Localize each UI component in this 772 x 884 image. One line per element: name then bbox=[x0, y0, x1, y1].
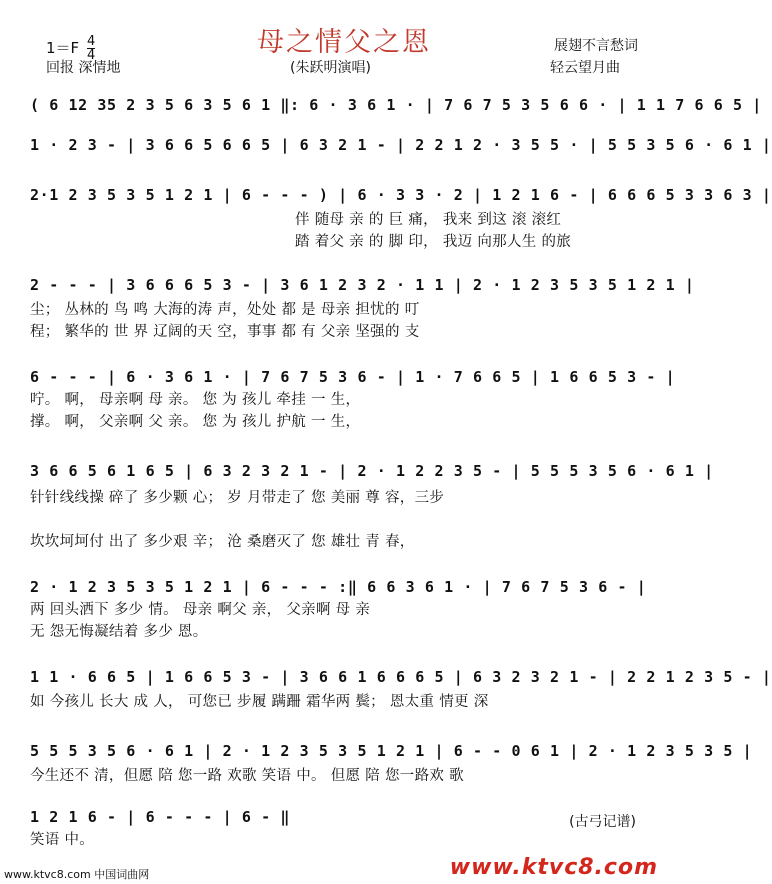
score-system-7 bbox=[30, 570, 655, 640]
key-label: 1＝F bbox=[46, 39, 80, 57]
notation-line: 1 · 2 3 - | 3 6 6 5 6 6 5 | 6 3 2 1 - | 2 2 1 2 · 3 5 5 · | 5 5 3 5 6 · 6 1 | bbox=[30, 136, 772, 154]
lyric-verse-1: 今生还不 清，但愿 陪 您一路 欢歌 笑语 中。 但愿 陪 您一路欢 歌 bbox=[30, 768, 464, 784]
footer-site-link[interactable]: www.ktvc8.com 中国词曲网 bbox=[4, 868, 150, 881]
notation-line: 5 5 5 3 5 6 · 6 1 | 2 · 1 2 3 5 3 5 1 2 1 | 6 - - 0 6 1 | 2 · 1 2 3 5 3 5 | bbox=[30, 742, 753, 760]
lyric-verse-1: 笑语 中。 bbox=[30, 832, 95, 848]
lyric-verse-1: 针针线线操 碎了 多少颗 心； 岁 月带走了 您 美丽 尊 容，三步 bbox=[30, 490, 445, 506]
score-system-10 bbox=[30, 800, 655, 848]
score-system-9 bbox=[30, 734, 753, 784]
transcriber-note: (古弓记谱) bbox=[569, 814, 636, 830]
lyric-verse-2: 无 怨无悔凝结着 多少 恩。 bbox=[30, 624, 208, 640]
score-system-6 bbox=[30, 454, 714, 550]
lyric-verse-1: 如 今孩儿 长大 成 人， 可您已 步履 蹒跚 霜华两 鬓； 恩太重 情更 深 bbox=[30, 694, 489, 710]
score-system-2 bbox=[30, 128, 772, 170]
notation-line: 2 - - - | 3 6 6 6 5 3 - | 3 6 1 2 3 2 · 1 1 | 2 · 1 2 3 5 3 5 1 2 1 | bbox=[30, 276, 695, 294]
notation-line: 3 6 6 5 6 1 6 5 | 6 3 2 3 2 1 - | 2 · 1 2 2 3 5 - | 5 5 5 3 5 6 · 6 1 | bbox=[30, 462, 714, 480]
lyric-verse-2: 撑。 啊， 父亲啊 父 亲。 您 为 孩儿 护航 一 生， bbox=[30, 414, 361, 430]
lyric-verse-2: 踏 着父 亲 的 脚 印， 我迈 向那人生 的旅 bbox=[295, 234, 572, 250]
score-system-4 bbox=[30, 268, 695, 340]
lyric-verse-1: 尘； 丛林的 鸟 鸣 大海的涛 声，处处 都 是 母亲 担忧的 叮 bbox=[30, 302, 420, 318]
score-system-1 bbox=[30, 88, 762, 130]
lyric-verse-2: 坎坎坷坷付 出了 多少艰 辛； 沧 桑磨灭了 您 雄壮 青 春， bbox=[30, 534, 415, 550]
score-system-3 bbox=[30, 178, 772, 250]
time-sig-top: 4 bbox=[86, 34, 96, 49]
song-title: 母之情父之恩 bbox=[257, 27, 431, 58]
notation-line: 1 1 · 6 6 5 | 1 6 6 5 3 - | 3 6 6 1 6 6 6 5 | 6 3 2 3 2 1 - | 2 2 1 2 3 5 - | bbox=[30, 668, 772, 686]
singer-credit: (朱跃明演唱) bbox=[290, 60, 371, 76]
time-sig-bottom: 4 bbox=[86, 48, 96, 63]
notation-line: 6 - - - | 6 · 3 6 1 · | 7 6 7 5 3 6 - | 1 · 7 6 6 5 | 1 6 6 5 3 - | bbox=[30, 368, 676, 386]
footer-watermark-link[interactable]: www.ktvc8.com bbox=[449, 855, 658, 880]
lyric-verse-1: 两 回头洒下 多少 情。 母亲 啊父 亲， 父亲啊 母 亲 bbox=[30, 602, 371, 618]
performance-direction: 回报 深情地 bbox=[46, 60, 121, 76]
notation-line: 1 2 1 6 - | 6 - - - | 6 - ‖ bbox=[30, 808, 291, 826]
lyric-verse-2: 程； 繁华的 世 界 辽阔的天 空，事事 都 有 父亲 坚强的 支 bbox=[30, 324, 420, 340]
lyric-verse-1: 伴 随母 亲 的 巨 痛， 我来 到这 滚 滚红 bbox=[295, 212, 562, 228]
lyric-verse-1: 咛。 啊， 母亲啊 母 亲。 您 为 孩儿 牵挂 一 生， bbox=[30, 392, 361, 408]
score-system-5 bbox=[30, 360, 676, 430]
composer-credit: 轻云望月曲 bbox=[550, 60, 620, 76]
notation-line: 2 · 1 2 3 5 3 5 1 2 1 | 6 - - - :‖ 6 6 3 6 1 · | 7 6 7 5 3 6 - | bbox=[30, 578, 647, 596]
notation-line: ( 6 12 35 2 3 5 6 3 5 6 1 ‖: 6 · 3 6 1 · | 7 6 7 5 3 5 6 6 · | 1 1 7 6 6 5 | bbox=[30, 96, 762, 114]
score-system-8 bbox=[30, 660, 772, 710]
lyricist-credit: 展翅不言愁词 bbox=[554, 38, 638, 54]
notation-line: 2·1 2 3 5 3 5 1 2 1 | 6 - - - ) | 6 · 3 3 · 2 | 1 2 1 6 - | 6 6 6 5 3 3 6 3 | bbox=[30, 186, 772, 204]
